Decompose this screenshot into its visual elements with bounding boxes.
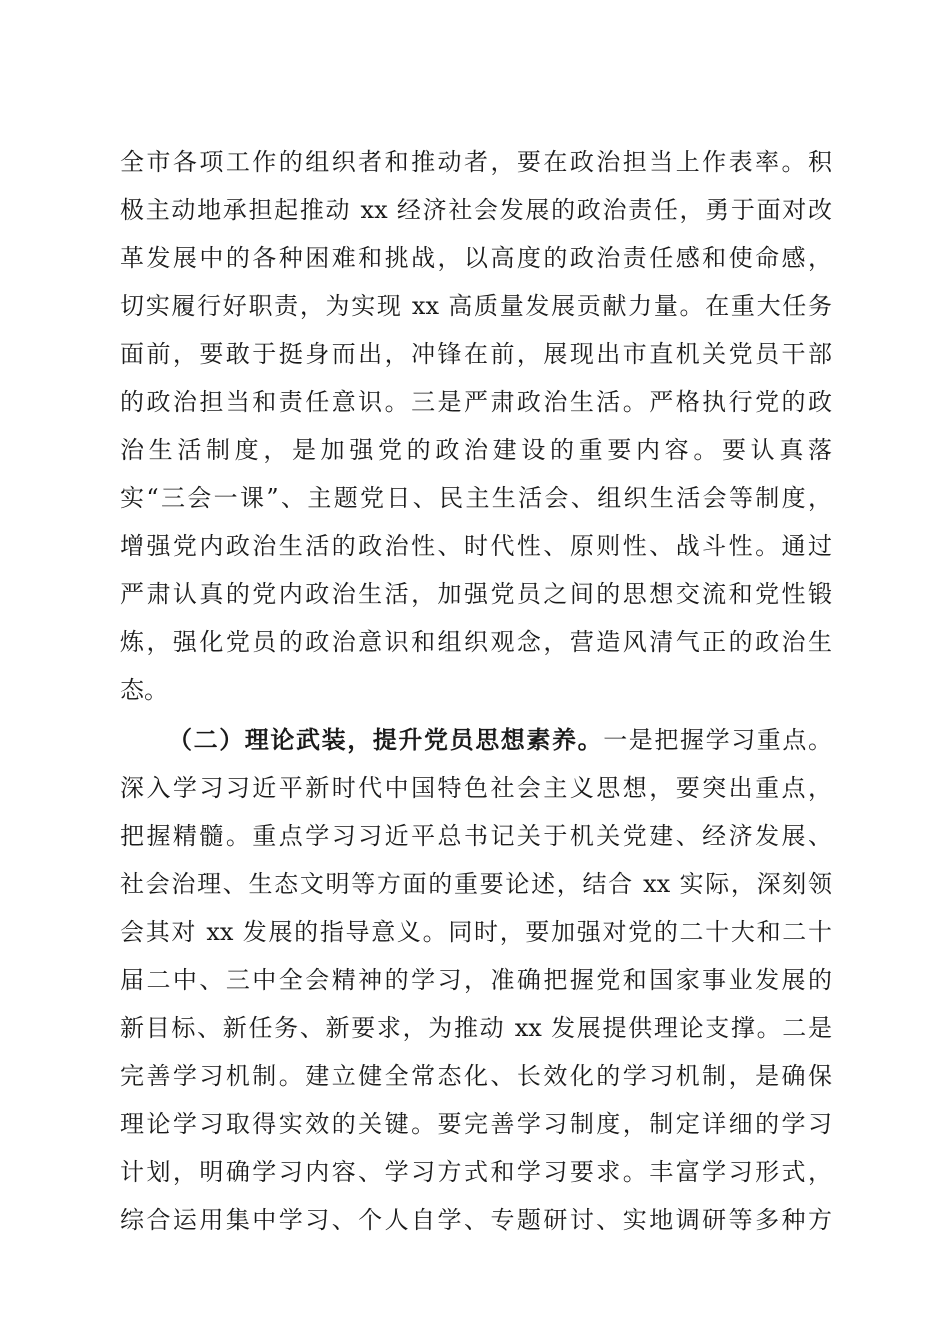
text-line: 切实履行好职责，为实现 xx 高质量发展贡献力量。在重大任务	[120, 292, 832, 320]
text-line: 治生活制度，是加强党的政治建设的重要内容。要认真落	[120, 436, 832, 464]
text-line: 增强党内政治生活的政治性、时代性、原则性、战斗性。通过	[120, 532, 832, 560]
text-line: 极主动地承担起推动 xx 经济社会发展的政治责任，勇于面对改	[120, 196, 832, 224]
text-line: 全市各项工作的组织者和推动者，要在政治担当上作表率。积	[120, 148, 832, 176]
text-line: 计划，明确学习内容、学习方式和学习要求。丰富学习形式，	[120, 1158, 832, 1186]
text-line: 严肃认真的党内政治生活，加强党员之间的思想交流和党性锻	[120, 580, 832, 608]
text-line: 综合运用集中学习、个人自学、专题研讨、实地调研等多种方	[120, 1206, 832, 1234]
text-line: 炼，强化党员的政治意识和组织观念，营造风清气正的政治生	[120, 628, 832, 656]
text-line: 面前，要敢于挺身而出，冲锋在前，展现出市直机关党员干部	[120, 340, 832, 368]
text-line: 会其对 xx 发展的指导意义。同时，要加强对党的二十大和二十	[120, 918, 832, 946]
text-line: 深入学习习近平新时代中国特色社会主义思想，要突出重点，	[120, 774, 832, 802]
text-line: 完善学习机制。建立健全常态化、长效化的学习机制，是确保	[120, 1062, 832, 1090]
text-line: 新目标、新任务、新要求，为推动 xx 发展提供理论支撑。二是	[120, 1014, 832, 1042]
text-line: 理论学习取得实效的关键。要完善学习制度，制定详细的学习	[120, 1110, 832, 1138]
text-line: 届二中、三中全会精神的学习，准确把握党和国家事业发展的	[120, 966, 832, 994]
section-heading: （二）理论武装，提升党员思想素养。	[168, 725, 604, 754]
text-line: 革发展中的各种困难和挑战，以高度的政治责任感和使命感，	[120, 244, 832, 272]
text-line: 实“三会一课”、主题党日、民主生活会、组织生活会等制度，	[120, 484, 832, 512]
section-heading-line	[168, 720, 832, 760]
text-line: 把握精髓。重点学习习近平总书记关于机关党建、经济发展、	[120, 822, 832, 850]
text-line: 的政治担当和责任意识。三是严肃政治生活。严格执行党的政	[120, 388, 832, 416]
text-line: 社会治理、生态文明等方面的重要论述，结合 xx 实际，深刻领	[120, 870, 832, 898]
text-line: 态。	[120, 676, 168, 704]
section-heading-tail: 一是把握学习重点。	[603, 726, 833, 754]
